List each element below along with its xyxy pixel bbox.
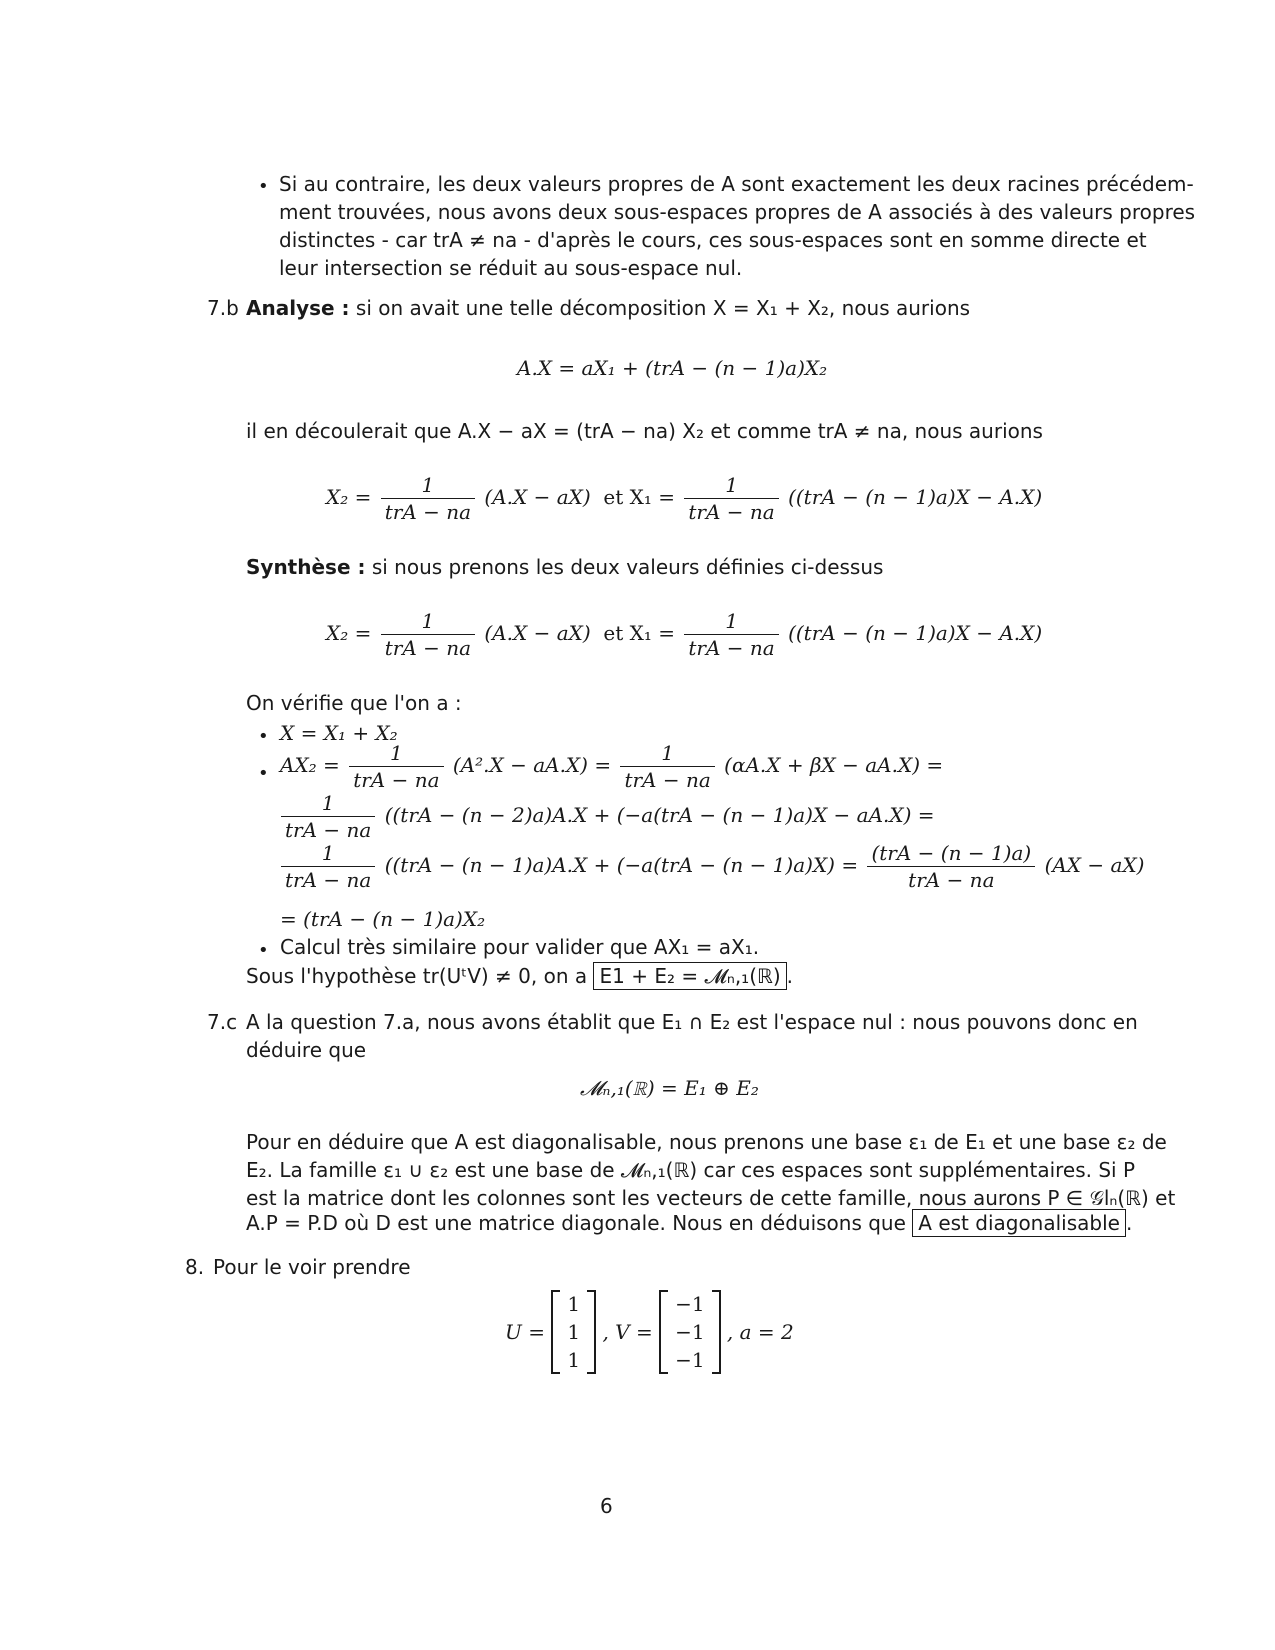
item-3: Calcul très similaire pour valider que AX₁ = aX₁. bbox=[280, 935, 760, 959]
direct-sum-equation: 𝓜ₙ,₁(ℝ) = E₁ ⊕ E₂ bbox=[580, 1076, 759, 1100]
fraction: $\frac{1}{\text{trA − na}}$ bbox=[349, 740, 443, 793]
synthese-text: si nous prenons les deux valeurs définies ci-dessus bbox=[365, 555, 884, 579]
derivation-line-c: = (trA − (n − 1)a)X₂ bbox=[280, 907, 486, 931]
equation-1: A.X = aX₁ + (trA − (n − 1)a)X₂ bbox=[517, 356, 828, 380]
text-line: leur intersection se réduit au sous-espace nul. bbox=[279, 256, 743, 280]
equation-2 bbox=[326, 472, 1042, 525]
page-number: 6 bbox=[600, 1494, 613, 1518]
bullet-marker: • bbox=[258, 763, 269, 784]
verif-line: On vérifie que l'on a : bbox=[246, 691, 462, 715]
text-line: A.P = P.D où D est une matrice diagonale. Nous en déduisons que bbox=[246, 1211, 906, 1235]
text-line: Pour le voir prendre bbox=[213, 1255, 411, 1279]
text-line: Pour en déduire que A est diagonalisable, nous prenons une base ε₁ de E₁ et une base ε₂ de bbox=[246, 1130, 1167, 1154]
q7c-paragraph bbox=[246, 1128, 1176, 1212]
text-line: il en découlerait que A.X − aX = (trA − na) X₂ et comme trA ≠ na, nous aurions bbox=[246, 419, 1043, 443]
q7c-intro bbox=[246, 1008, 1138, 1064]
item-2 bbox=[280, 740, 943, 793]
question-label: 7.c bbox=[207, 1010, 238, 1034]
eq-term: (A.X − aX) bbox=[484, 485, 591, 509]
text-line: A la question 7.a, nous avons établit que E₁ ∩ E₂ est l'espace nul : nous pouvons donc en bbox=[246, 1010, 1138, 1034]
punct: . bbox=[786, 964, 793, 988]
eq-term: (A.X − aX) bbox=[484, 621, 591, 645]
analyse-line bbox=[246, 296, 970, 320]
eq-term: ((trA − (n − 1)a)X − A.X) bbox=[788, 485, 1043, 509]
v-label: , V = bbox=[602, 1320, 653, 1344]
item-1: X = X₁ + X₂ bbox=[280, 721, 398, 745]
text-line: ment trouvées, nous avons deux sous-espaces propres de A associés à des valeurs propres bbox=[279, 200, 1196, 224]
text-line: Si au contraire, les deux valeurs propres de A sont exactement les deux racines précédem- bbox=[279, 172, 1194, 196]
conclusion-line bbox=[246, 1211, 1132, 1235]
fraction: $\frac{1}{\text{trA − na}}$ bbox=[381, 608, 475, 661]
matrix-v: −1 −1 −1 bbox=[659, 1290, 720, 1374]
text-line: distinctes - car trA ≠ na - d'après le cours, ces sous-espaces sont en somme directe et bbox=[279, 228, 1147, 252]
synthese-title: Synthèse : bbox=[246, 555, 366, 579]
fraction: $\frac{\text{(trA − (n − 1)a)}}{\text{trA − na}}$ bbox=[867, 840, 1035, 893]
a-value: , a = 2 bbox=[726, 1320, 794, 1344]
text-line: déduire que bbox=[246, 1038, 367, 1062]
analyse-text: si on avait une telle décomposition X = X₁ + X₂, nous aurions bbox=[349, 296, 971, 320]
eq-lhs: AX₂ = bbox=[280, 753, 340, 777]
text-line: E₂. La famille ε₁ ∪ ε₂ est une base de 𝓜ₙ,₁(ℝ) car ces espaces sont supplémentaires. Si P bbox=[246, 1158, 1136, 1182]
boxed-result: E1 + E₂ = 𝓜ₙ,₁(ℝ) bbox=[593, 962, 786, 990]
hypothesis-text: Sous l'hypothèse tr(UᵗV) ≠ 0, on a bbox=[246, 964, 588, 988]
synthese-line bbox=[246, 555, 883, 579]
question-label: 8. bbox=[185, 1255, 205, 1279]
hypothesis-line bbox=[246, 964, 793, 988]
eq-lhs: X₂ = bbox=[326, 621, 372, 645]
question-label: 7.b bbox=[207, 296, 239, 320]
fraction: $\frac{1}{\text{trA − na}}$ bbox=[684, 472, 778, 525]
bullet-marker: • bbox=[258, 940, 269, 961]
eq-mid: et X₁ = bbox=[603, 621, 676, 645]
equation-3 bbox=[326, 608, 1042, 661]
fraction: $\frac{1}{\text{trA − na}}$ bbox=[684, 608, 778, 661]
bullet-marker: • bbox=[258, 176, 269, 197]
eq-term: (αA.X + βX − aA.X) = bbox=[724, 753, 944, 777]
text-line: est la matrice dont les colonnes sont les vecteurs de cette famille, nous aurons P ∈ 𝒢lₙ(ℝ) et bbox=[246, 1186, 1176, 1210]
eq-term: ((trA − (n − 1)a)A.X + (−a(trA − (n − 1)a)X) = bbox=[384, 853, 859, 877]
derivation-line-b bbox=[278, 840, 1144, 893]
derivation-line-a bbox=[278, 790, 935, 843]
matrix-u: 1 1 1 bbox=[551, 1290, 596, 1374]
fraction: $\frac{1}{\text{trA − na}}$ bbox=[281, 790, 375, 843]
eq-term: (AX − aX) bbox=[1044, 853, 1145, 877]
eq-lhs: X₂ = bbox=[326, 485, 372, 509]
matrices-equation bbox=[505, 1290, 794, 1374]
fraction: $\frac{1}{\text{trA − na}}$ bbox=[281, 840, 375, 893]
eq-term: (A².X − aA.X) = bbox=[452, 753, 612, 777]
fraction: $\frac{1}{\text{trA − na}}$ bbox=[381, 472, 475, 525]
eq-term: ((trA − (n − 2)a)A.X + (−a(trA − (n − 1)a)X − aA.X) = bbox=[384, 803, 935, 827]
punct: . bbox=[1125, 1211, 1133, 1235]
fraction: $\frac{1}{\text{trA − na}}$ bbox=[620, 740, 714, 793]
analyse-title: Analyse : bbox=[246, 296, 350, 320]
bullet-paragraph bbox=[279, 170, 1196, 282]
u-label: U = bbox=[505, 1320, 545, 1344]
boxed-result: A est diagonalisable bbox=[912, 1209, 1126, 1237]
eq-mid: et X₁ = bbox=[603, 485, 676, 509]
bullet-marker: • bbox=[258, 726, 269, 747]
eq-term: ((trA − (n − 1)a)X − A.X) bbox=[788, 621, 1043, 645]
